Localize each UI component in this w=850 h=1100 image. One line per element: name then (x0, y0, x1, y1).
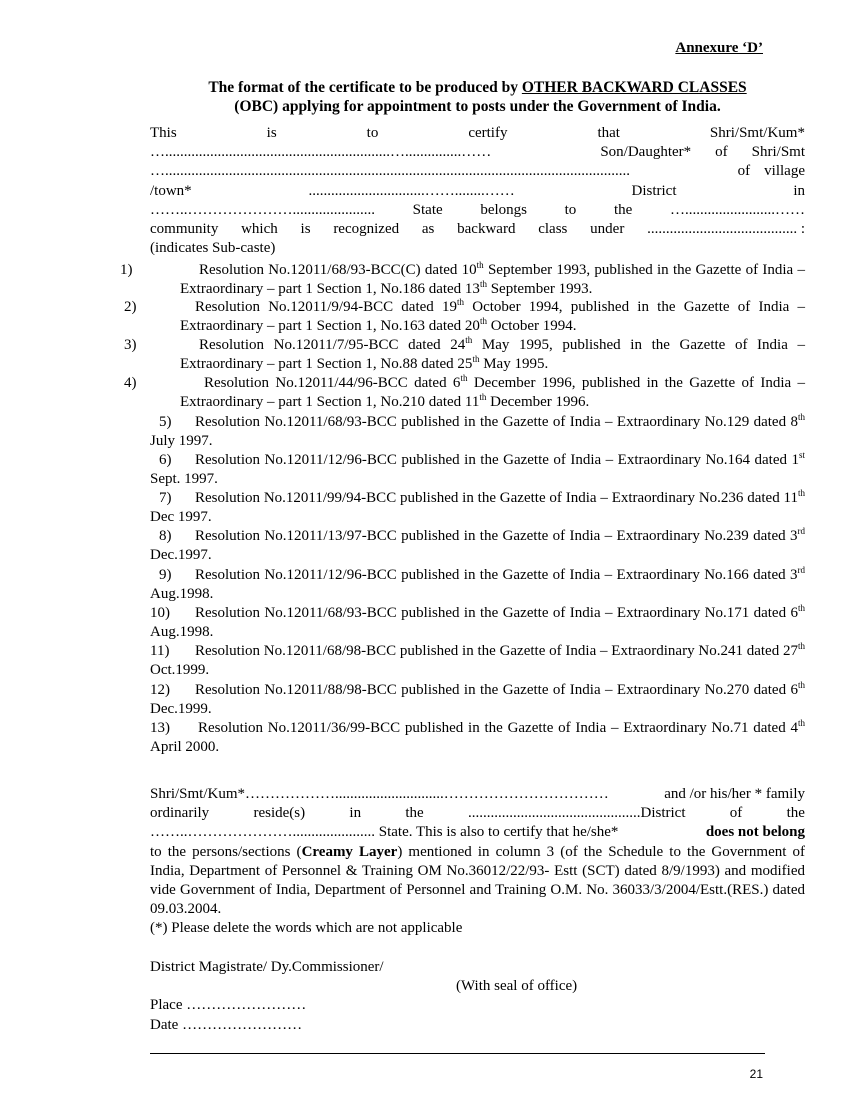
cert-line-7: (indicates Sub-caste) (150, 240, 276, 257)
word: District (631, 182, 677, 199)
para-text: to the persons/sections ( (150, 843, 302, 860)
sup: th (479, 316, 487, 327)
word: to (366, 125, 379, 141)
resolution-item (124, 335, 805, 374)
resolution-text: October 1994. (486, 318, 577, 335)
district-blank: ..............................................District (468, 805, 686, 822)
sup: th (465, 335, 473, 345)
father-name-blank: …............................................................................................................................ (150, 163, 630, 180)
word: backward (457, 220, 516, 237)
word: village (764, 163, 805, 180)
cert-line-2 (150, 143, 805, 162)
district-blank: ……..…………………...................... (150, 201, 375, 218)
para2-body (150, 843, 805, 920)
resolution-text: April 2000. (150, 739, 220, 756)
resolution-number: 13) (150, 720, 170, 736)
annexure-label: Annexure ‘D’ (675, 40, 763, 56)
resolution-item (150, 527, 805, 565)
word: of (737, 163, 751, 180)
sup: th (797, 412, 805, 422)
resolution-text: Dec 1997. (150, 509, 212, 526)
resolution-number: 10) (150, 605, 170, 621)
resolution-item (150, 604, 805, 642)
resolution-text: September 1993. (486, 281, 593, 298)
resolution-item (150, 719, 805, 757)
resolution-item (120, 260, 805, 299)
word: which (241, 220, 278, 237)
word: Shri/Smt/Kum* (709, 125, 805, 141)
para2-line-1 (150, 785, 805, 804)
word: as (421, 220, 435, 237)
word: community (150, 220, 219, 237)
word: in (793, 182, 805, 199)
cert-line-5 (150, 201, 805, 220)
seal-note: (With seal of office) (456, 978, 578, 995)
resolution-item (150, 566, 805, 604)
resolution-item (150, 681, 805, 719)
word: under (590, 220, 625, 237)
word: Son/Daughter* (600, 144, 692, 161)
resolution-number: 5) (159, 414, 172, 430)
sup: th (797, 603, 805, 613)
resolution-text: December 1996, published in the Gazette of India – Extraordinary – part 1 Section 1, No.210 dated 11 (180, 375, 805, 411)
resolution-text: Resolution No.12011/68/93-BCC(C) dated 10 (199, 262, 477, 278)
word: recognized (333, 220, 400, 237)
resolution-text: July 1997. (150, 433, 213, 450)
resolution-text: Resolution No.12011/68/98-BCC published in the Gazette of India – Extraordinary No.241 dated 27 (195, 643, 798, 659)
cert-line-3 (150, 162, 805, 181)
word: Shri/Smt (751, 144, 805, 161)
resolution-item (150, 642, 805, 680)
residence-paragraph (150, 785, 805, 939)
signature-block (150, 958, 805, 1035)
resolution-text: Oct.1999. (150, 662, 210, 679)
resolution-number: 1) (120, 262, 133, 278)
word: and /or his/her * family (664, 786, 805, 802)
word: class (538, 220, 568, 237)
state-text: ……..…………………...................... State. This is also to certify that he/she* (150, 824, 619, 841)
title-prefix: The format of the certificate to be produced by (208, 79, 522, 96)
sup: th (797, 680, 805, 690)
word: is (300, 220, 311, 237)
word: the (786, 805, 805, 822)
word: belongs (480, 201, 527, 218)
sup: rd (797, 526, 805, 536)
resolution-text: Resolution No.12011/88/98-BCC published in the Gazette of India – Extraordinary No.270 dated 6 (195, 682, 798, 698)
sup: th (797, 641, 805, 651)
resolution-text: Aug.1998. (150, 624, 214, 641)
resolution-number: 4) (124, 375, 137, 391)
resolution-number: 2) (124, 299, 137, 315)
sup: th (479, 392, 487, 403)
caste-blank: …........................…… (669, 201, 805, 218)
resolution-text: October 1994, published in the Gazette of India – Extraordinary – part 1 Section 1, No.163 dated 20 (180, 299, 805, 335)
sup: th (476, 260, 484, 270)
resolution-text: Sept. 1997. (150, 471, 218, 488)
resolution-number: 7) (159, 490, 172, 506)
word: the (405, 805, 424, 822)
sup: th (797, 718, 805, 728)
title-obc: OTHER BACKWARD CLASSES (521, 79, 747, 96)
word: is (266, 125, 277, 141)
resolution-text: Dec.1997. (150, 547, 212, 564)
document-title (150, 78, 805, 116)
name-blank: …............................................................…...............…… (150, 144, 492, 161)
date-line: Date …………………… (150, 1016, 303, 1033)
sup: th (479, 279, 487, 290)
word: certify (468, 125, 508, 141)
creamy-layer: Creamy Layer (301, 843, 398, 860)
place-line: Place …………………… (150, 997, 307, 1014)
word: ordinarily (150, 805, 210, 822)
resolution-text: Aug.1998. (150, 586, 214, 603)
resolution-text: Resolution No.12011/12/96-BCC published in the Gazette of India – Extraordinary No.164 dated 1 (195, 452, 799, 468)
resolution-item (124, 297, 805, 336)
resolution-text: Resolution No.12011/9/94-BCC dated 19 (195, 299, 458, 315)
para-text: ) mentioned in column 3 (of the Schedule to the Government of India, Department of Personnel & Training OM No.36012/22/93- Estt (SCT) dated 8/9/1993) and modified vide Government of India, Department of Personnel and Training O.M. No. 36033/3/2004/Estt.(RES.) dated 09.03.2004. (150, 843, 805, 918)
resolution-text: May 1995, published in the Gazette of India – Extraordinary – part 1 Section 1, No.88 dated 25 (180, 337, 805, 373)
resolution-text: Resolution No.12011/12/96-BCC published in the Gazette of India – Extraordinary No.166 dated 3 (195, 567, 798, 583)
resolution-number: 9) (159, 567, 172, 583)
sub-caste-blank: ........................................ : (647, 220, 805, 237)
word: of (729, 805, 743, 822)
word: This (150, 125, 177, 141)
word: reside(s) (253, 805, 306, 822)
word: of (715, 144, 728, 161)
word: State (412, 201, 443, 218)
resolution-item (150, 489, 805, 527)
footnote: (*) Please delete the words which are not applicable (150, 920, 463, 937)
page-number: 21 (749, 1067, 763, 1081)
word: in (349, 805, 362, 822)
word: that (597, 125, 620, 141)
resolution-item (150, 413, 805, 451)
resolution-text: Resolution No.12011/99/94-BCC published in the Gazette of India – Extraordinary No.236 dated 11 (195, 490, 798, 506)
resolution-text: May 1995. (479, 356, 549, 373)
footer-rule (150, 1053, 765, 1054)
resolution-number: 12) (150, 682, 170, 698)
resolution-text: Resolution No.12011/44/96-BCC dated 6 (204, 375, 461, 391)
resolution-text: Dec.1999. (150, 701, 212, 718)
resolution-text: Resolution No.12011/68/93-BCC published in the Gazette of India – Extraordinary No.129 dated 8 (195, 414, 798, 430)
resolution-text: September 1993, published in the Gazette of India – Extraordinary – part 1 Section 1, No.186 dated 13 (180, 262, 805, 298)
resolution-number: 8) (159, 528, 172, 544)
para2-line-3 (150, 823, 805, 842)
word: the (613, 201, 633, 218)
resolution-text: Resolution No.12011/7/95-BCC dated 24 (199, 337, 466, 353)
cert-line-1 (150, 124, 805, 143)
resolution-number: 6) (159, 452, 172, 468)
resolution-text: Resolution No.12011/36/99-BCC published in the Gazette of India – Extraordinary No.71 dated 4 (198, 720, 798, 736)
sup: st (798, 450, 805, 460)
sup: th (460, 373, 468, 383)
cert-line-4 (150, 182, 805, 201)
word: /town* (150, 182, 192, 199)
resolution-item (150, 451, 805, 489)
name-blank: Shri/Smt/Kum*……………….............................…………………………… (150, 786, 609, 802)
resolution-number: 3) (124, 337, 137, 353)
village-blank: ...............................……........…… (308, 182, 515, 199)
does-not-belong: does not belong (705, 824, 805, 841)
resolution-text: December 1996. (486, 394, 590, 411)
sup: th (797, 488, 805, 498)
resolution-item (124, 373, 805, 412)
title-line2: (OBC) applying for appointment to posts under the Government of India. (234, 98, 721, 115)
cert-line-6 (150, 220, 805, 239)
para2-line-2 (150, 804, 805, 823)
sup: rd (797, 565, 805, 575)
resolution-number: 11) (150, 643, 170, 659)
officer-title: District Magistrate/ Dy.Commissioner/ (150, 959, 384, 975)
sup: th (472, 354, 480, 365)
resolution-text: Resolution No.12011/68/93-BCC published in the Gazette of India – Extraordinary No.171 dated 6 (195, 605, 798, 621)
resolution-text: Resolution No.12011/13/97-BCC published in the Gazette of India – Extraordinary No.239 dated 3 (195, 528, 798, 544)
certificate-paragraph (150, 124, 805, 258)
sup: th (457, 297, 465, 307)
word: to (564, 201, 577, 218)
